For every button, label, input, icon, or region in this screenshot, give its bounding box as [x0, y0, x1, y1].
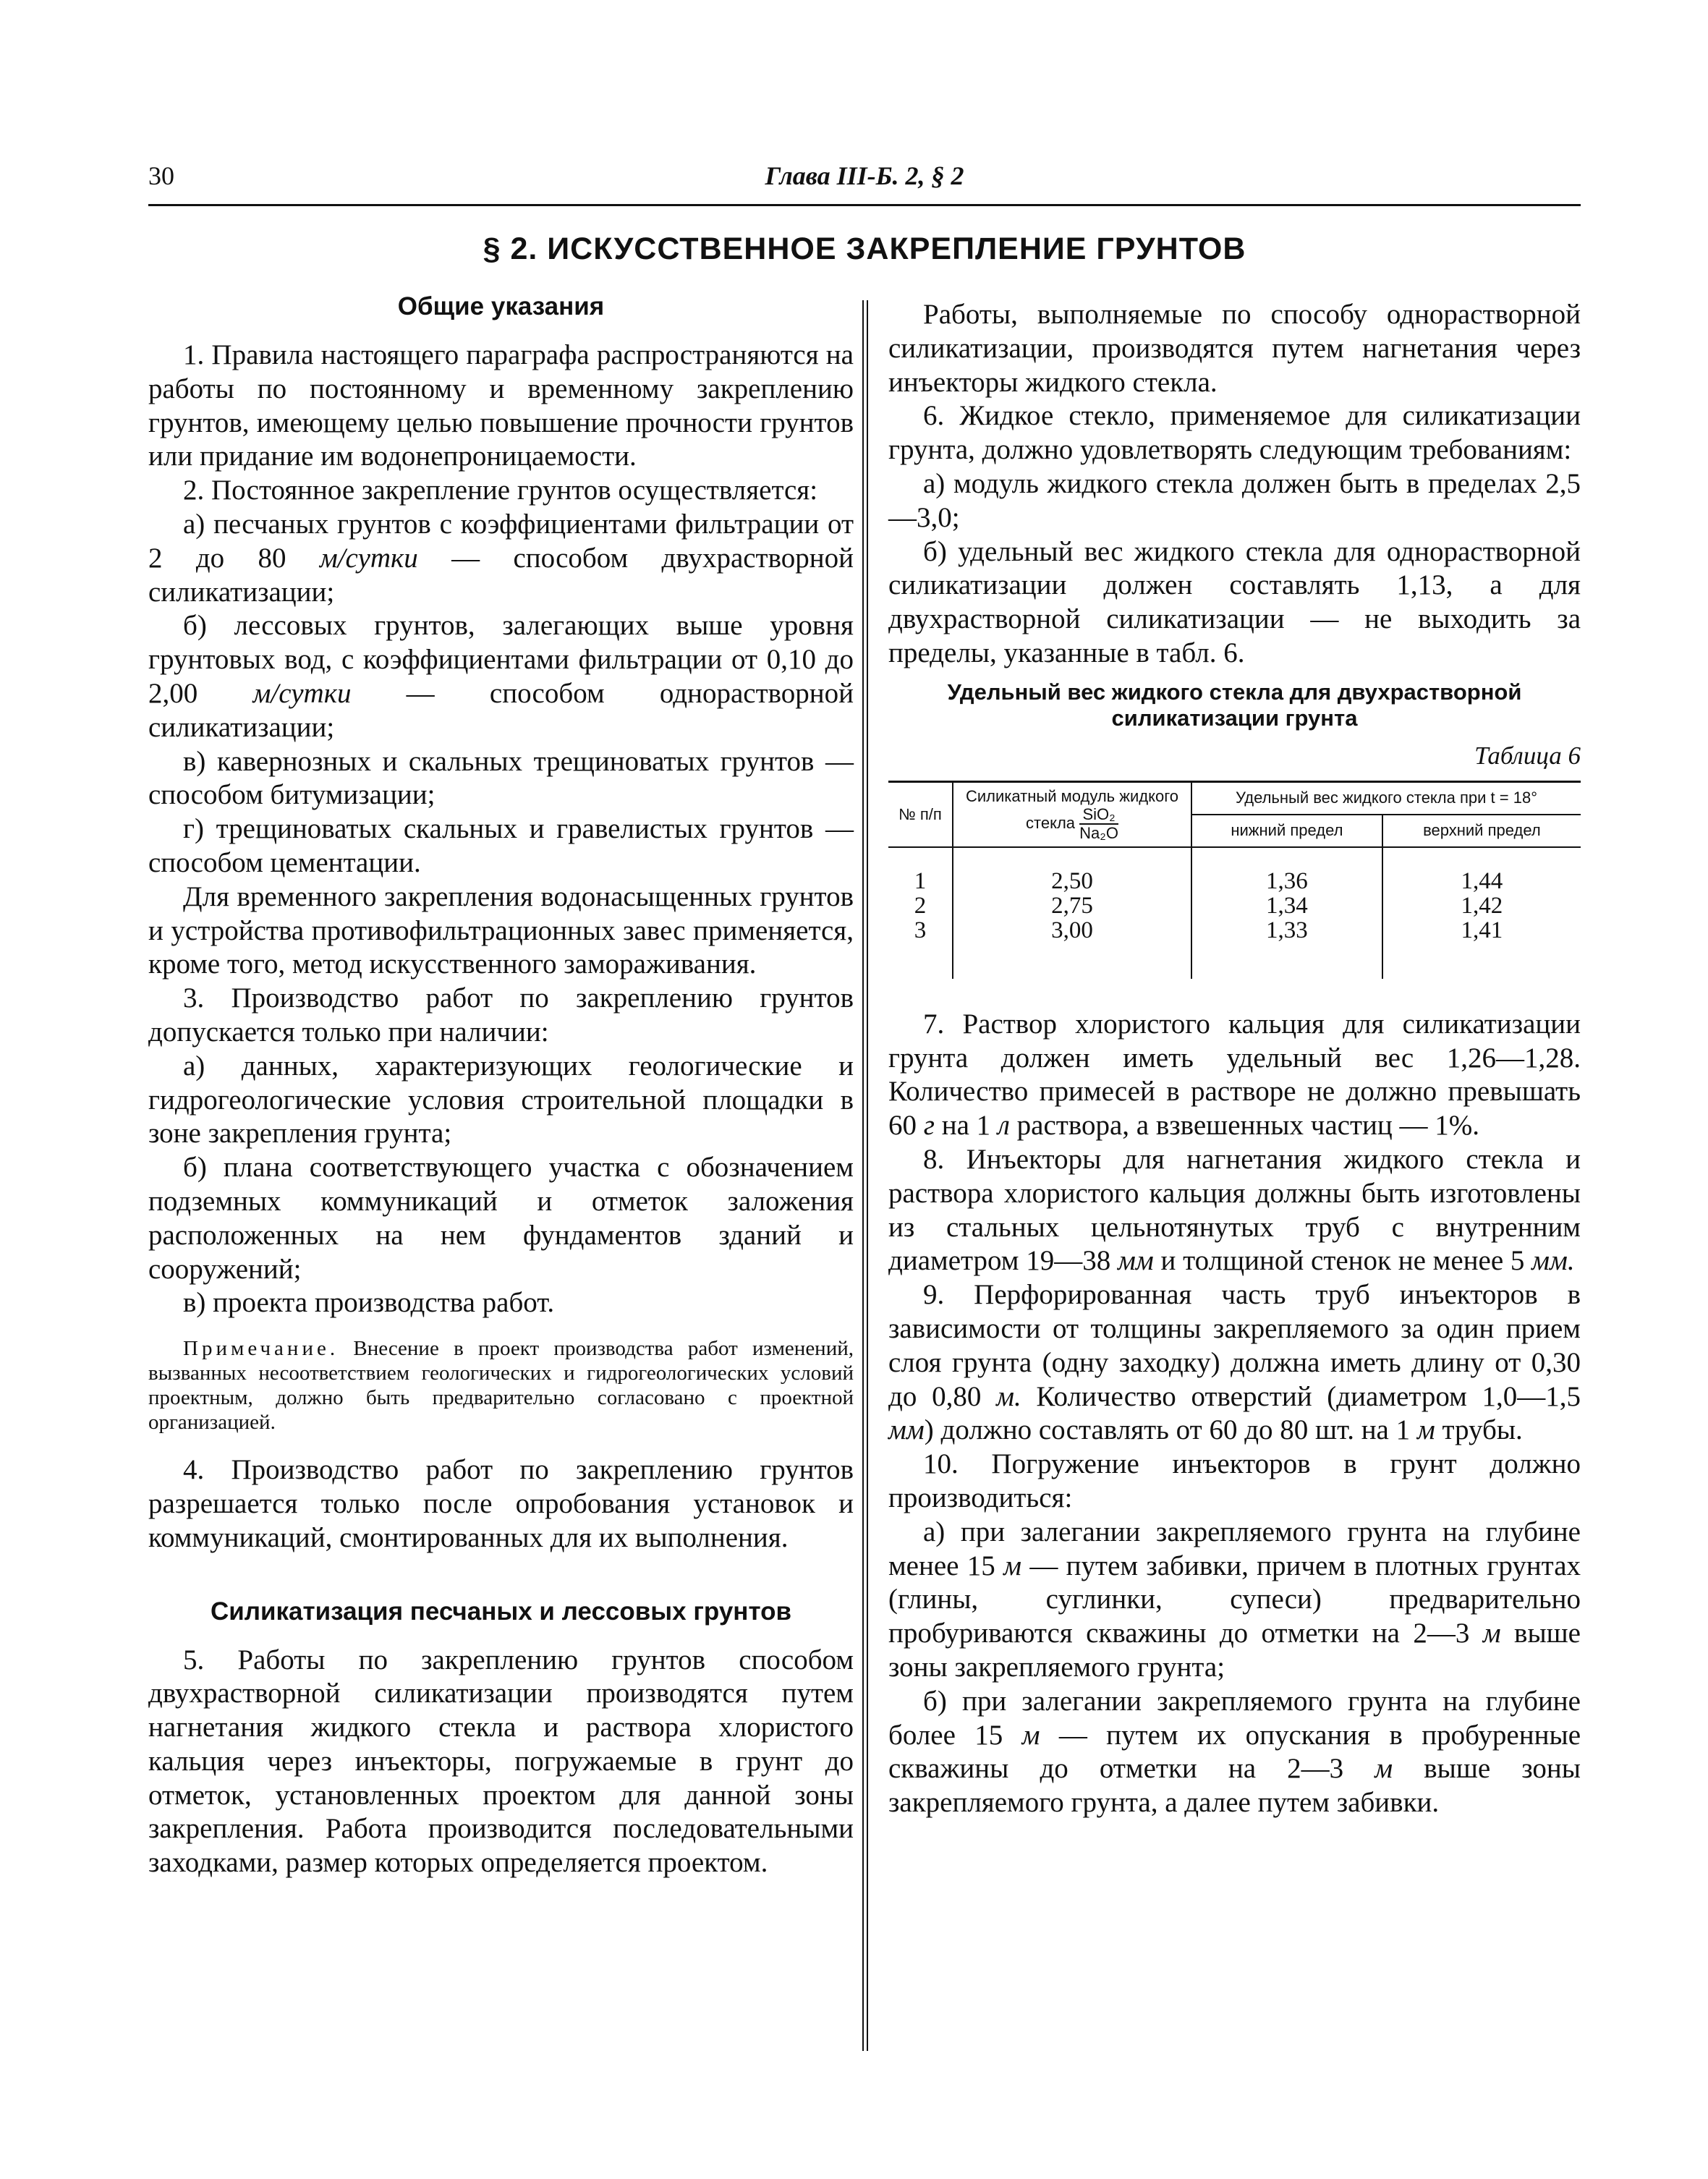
note-text: Внесение в проект производства работ изменений, вызванных несоответствием геологических и гидрогеологических условий проектным, должно быть предварительно согласовано с проектной организацией.	[148, 1337, 854, 1435]
paragraph-2a: а) песчаных грунтов с коэффициентами фильтрации от 2 до 80 м/сутки — способом двухрастворной силикатизации;	[148, 508, 854, 608]
paragraph-2e: Для временного закрепления водонасыщенных грунтов и устройства противофильтрационных завес применяется, кроме того, метод искусственного замораживания.	[148, 880, 854, 980]
paragraph-10b: б) при залегании закрепляемого грунта на глубине более 15 м — путем их опускания в пробуренные скважины до отметки на 2—3 м выше зоны закрепляемого грунта, а далее путем забивки.	[888, 1685, 1581, 1819]
paragraph-4: 4. Производство работ по закреплению грунтов разрешается только после опробования установок и коммуникаций, смонтированных для их выполнения.	[148, 1454, 854, 1553]
header-rule	[148, 204, 1581, 206]
paragraph-2: 2. Постоянное закрепление грунтов осуществляется:	[183, 475, 818, 506]
paragraph-6a: а) модуль жидкого стекла должен быть в пределах 2,5—3,0;	[888, 467, 1581, 533]
col-header-weight: Удельный вес жидкого стекла при t = 18°	[1191, 781, 1581, 815]
page-header	[148, 161, 1581, 203]
page-number: 30	[148, 161, 174, 190]
right-column	[888, 298, 1581, 1820]
col-header-modulus: Силикатный модуль жидкого стекла $\frac{\text{SiO₂}}{\text{Na₂O}}$	[953, 781, 1191, 847]
paragraph-3a: а) данных, характеризующих геологические и гидрогеологические условия строительной площадки в зоне закрепления грунта;	[148, 1050, 854, 1150]
paragraph-3: 3. Производство работ по закреплению грунтов допускается только при наличии:	[148, 982, 854, 1048]
paragraph-9: 9. Перфорированная часть труб инъекторов в зависимости от толщины закрепляемого за один прием слоя грунта (одну заходку) должна иметь длину от 0,30 до 0,80 м. Количество отверстий (диаметром 1,0—1,5 мм) должно составлять от 60 до 80 шт. на 1 м трубы.	[888, 1279, 1581, 1446]
paragraph-1: 1. Правила настоящего параграфа распространяются на работы по постоянному и временному закреплению грунтов, имеющему целью повышение прочности грунтов или придание им водонепроницаемости.	[148, 339, 854, 472]
paragraph-5: 5. Работы по закреплению грунтов способом двухрастворной силикатизации производятся путем нагнетания жидкого стекла и раствора хлористого кальция через инъекторы, погружаемые в грунт до отметок, установленных проектом для данной зоны закрепления. Работа производится последовательными заходками, размер которых определяется проектом.	[148, 1644, 854, 1879]
paragraph-3c: в) проекта производства работ.	[183, 1287, 555, 1319]
column-divider	[862, 300, 868, 2051]
table-6	[888, 781, 1581, 979]
table-label: Таблица 6	[1474, 741, 1581, 770]
subhead-general: Общие указания	[397, 292, 605, 320]
table-row: 2 2,75 1,34 1,42	[888, 893, 1581, 918]
col-header-no: № п/п	[888, 781, 953, 847]
note-label: Примечание.	[183, 1337, 339, 1361]
note	[148, 1336, 854, 1435]
paragraph-6b: б) удельный вес жидкого стекла для однорастворной силикатизации должен составлять 1,13, а для двухрастворной силикатизации — не выходить за пределы, указанные в табл. 6.	[888, 535, 1581, 668]
paragraph-7: 7. Раствор хлористого кальция для силикатизации грунта должен иметь удельный вес 1,26—1,28. Количество примесей в растворе не должно превышать 60 г на 1 л раствора, а взвешенных частиц — 1%.	[888, 1008, 1581, 1142]
col-header-high: верхний предел	[1382, 815, 1581, 847]
paragraph-8: 8. Инъекторы для нагнетания жидкого стекла и раствора хлористого кальция должны быть изготовлены из стальных цельнотянутых труб с внутренним диаметром 19—38 мм и толщиной стенок не менее 5 мм.	[888, 1143, 1581, 1277]
paragraph-10a: а) при залегании закрепляемого грунта на глубине менее 15 м — путем забивки, причем в плотных грунтах (глины, суглинки, супеси) предварительно пробуриваются скважины до отметки на 2—3 м выше зоны закрепляемого грунта;	[888, 1516, 1581, 1683]
paragraph-10: 10. Погружение инъекторов в грунт должно производиться:	[888, 1448, 1581, 1513]
table-row: 1 2,50 1,36 1,44	[888, 869, 1581, 893]
modulus-fraction: $\frac{\text{SiO₂}}{\text{Na₂O}}$	[1079, 804, 1118, 842]
paragraph-2d: г) трещиноватых скальных и гравелистых грунтов — способом цементации.	[148, 813, 854, 878]
table-row: 3 3,00 1,33 1,41	[888, 918, 1581, 943]
section-title: § 2. ИСКУССТВЕННОЕ ЗАКРЕПЛЕНИЕ ГРУНТОВ	[483, 232, 1246, 266]
chapter-heading: Глава III-Б. 2, § 2	[765, 161, 964, 190]
paragraph-3b: б) плана соответствующего участка с обозначением подземных коммуникаций и отметок заложения расположенных на нем фундаментов зданий и сооружений;	[148, 1152, 854, 1285]
paragraph-2c: в) кавернозных и скальных трещиноватых грунтов — способом битумизации;	[148, 745, 854, 811]
paragraph-2b: б) лессовых грунтов, залегающих выше уровня грунтовых вод, с коэффициентами фильтрации от 0,10 до 2,00 м/сутки — способом однорастворной силикатизации;	[148, 610, 854, 743]
subhead-silicatization: Силикатизация песчаных и лессовых грунтов	[210, 1597, 792, 1626]
table-caption: Удельный вес жидкого стекла для двухрастворной силикатизации грунта	[947, 679, 1522, 731]
left-column	[148, 289, 854, 1880]
paragraph-6: 6. Жидкое стекло, применяемое для силикатизации грунта, должно удовлетворять следующим требованиям:	[888, 400, 1581, 466]
paragraph-5-cont: Работы, выполняемые по способу однорастворной силикатизации, производятся путем нагнетания через инъекторы жидкого стекла.	[888, 299, 1581, 398]
col-header-low: нижний предел	[1191, 815, 1382, 847]
